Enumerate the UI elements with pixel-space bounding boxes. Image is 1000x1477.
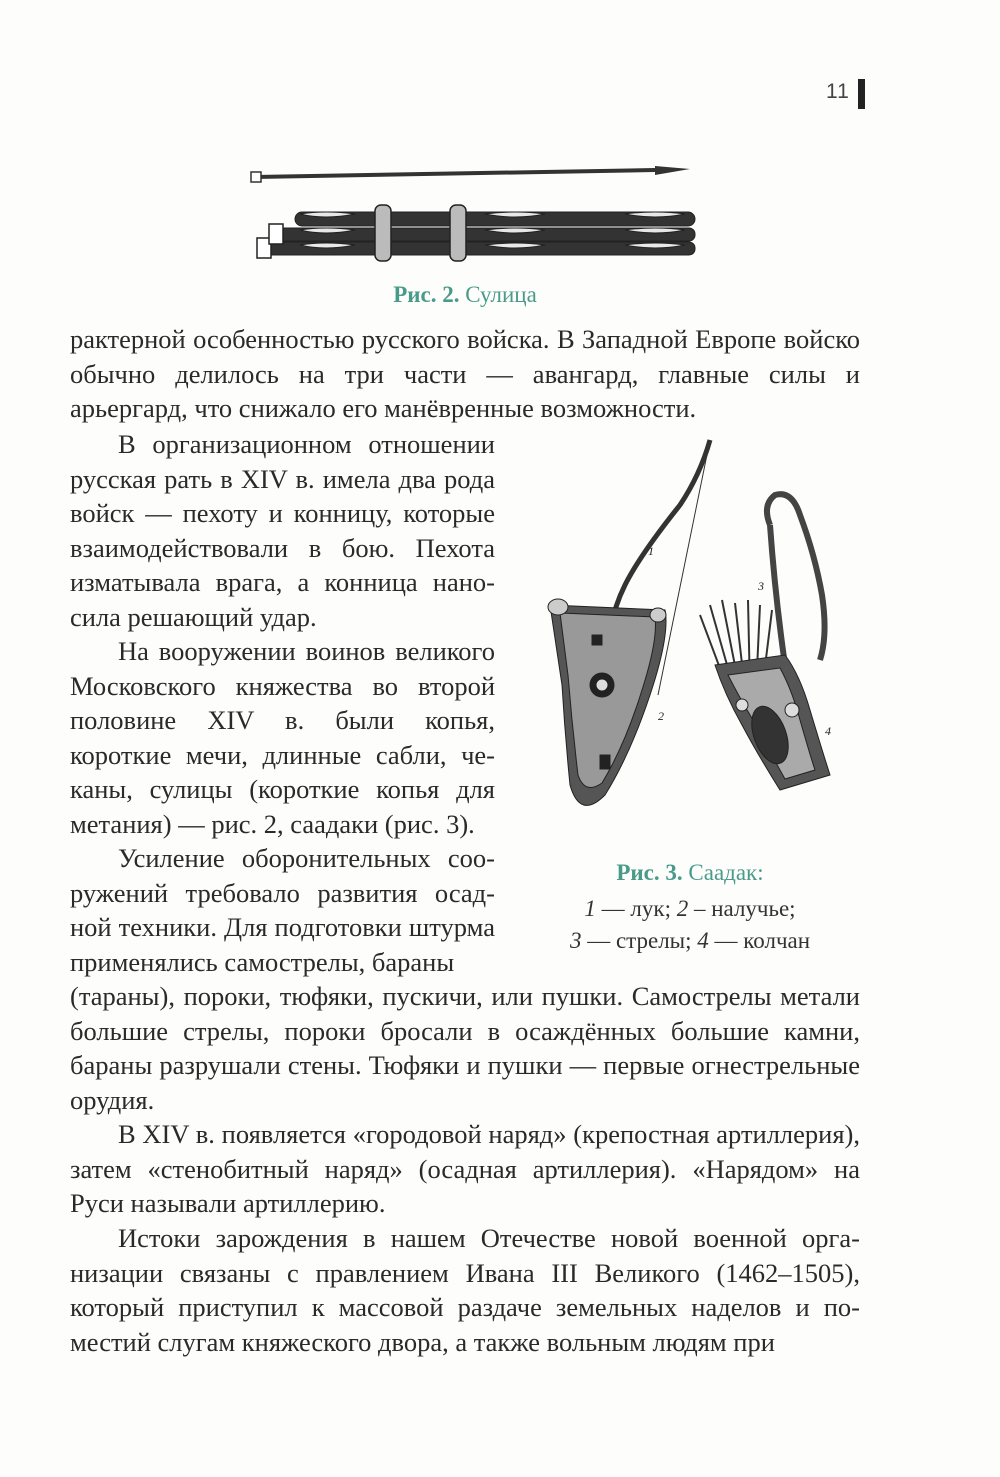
figure-3-saadak-illustration <box>530 435 850 845</box>
legend-num-1: 1 <box>584 896 596 921</box>
page-number-bar <box>858 79 865 109</box>
legend-text-2: – налучье; <box>693 896 796 921</box>
paragraph-2: В организационном отношении русская рать в XIV в. имела два рода войск — пехоту и конницу, которые взаимодействовали в бою. Пехота изматывала врага, а конница наносила решающий удар. <box>70 429 495 632</box>
legend-num-2: 2 <box>676 896 689 921</box>
callout-3: 3 <box>758 579 764 593</box>
paragraph-1: рактерной особенностью русского войска. В Западной Европе войско обычно делилось на три части — авангард, главные силы и арьергард, что снижало его манёвренные возможности. <box>70 324 860 424</box>
quiver-strap-drawing <box>767 494 825 665</box>
spear-bundle-drawing <box>257 205 695 261</box>
legend-text-1: — лук; <box>601 896 671 921</box>
paragraph-4-continued: (тараны), пороки, тюфяки, пускичи, или пушки. Самострелы метали большие стрелы, пороки бросали в осаждённых большие камни, бараны разрушали стены. Тюфяки и пушки — первые огнестрельные орудия. <box>70 981 860 1115</box>
legend-num-3: 3 <box>569 928 582 953</box>
quiver-drawing <box>715 655 830 790</box>
paragraph-4-start: Усиление оборонительных сооружений требовало развития осадной техники. Для подготовки штурма применялись самострелы, бараны <box>70 843 495 977</box>
single-spear-drawing <box>251 166 690 182</box>
paragraph-6: Истоки зарождения в нашем Отечестве новой военной организации связаны с правлением Ивана III Великого (1462–1505), который приступил к массовой раздаче земельных наделов и поместий слугам княжеского двора, а также вольным людям при <box>70 1223 860 1357</box>
figure-2-title: Сулица <box>465 282 537 307</box>
callout-1: 1 <box>648 544 654 558</box>
bow-case-drawing <box>548 599 666 805</box>
figure-2-label: Рис. 2. <box>393 282 460 307</box>
legend-num-4: 4 <box>697 928 709 953</box>
paragraph-5: В XIV в. появляется «городовой наряд» (крепостная артиллерия), затем «стенобитный наряд» (осадная артиллерия). «Нарядом» на Руси называли артиллерию. <box>70 1119 860 1219</box>
callout-2: 2 <box>658 709 664 723</box>
legend-text-3: — стрелы; <box>587 928 692 953</box>
callout-4: 4 <box>825 724 831 738</box>
figure-2-caption <box>300 282 630 308</box>
page-number: 11 <box>826 80 850 103</box>
legend-text-4: — колчан <box>714 928 811 953</box>
legend-line-2 <box>535 925 845 957</box>
figure-3-title: Саадак: <box>688 860 764 885</box>
legend-line-1 <box>535 893 845 925</box>
figure-3-caption <box>545 860 835 886</box>
figure-2-sulitsa-illustration <box>245 150 715 270</box>
figure-3-legend <box>535 893 845 957</box>
figure-3-label: Рис. 3. <box>616 860 683 885</box>
paragraph-3: На вооружении воинов великого Московского княжества во второй половине XIV в. были копья, короткие мечи, длинные сабли, чеканы, сулицы (короткие копья для метания) — рис. 2, саадаки (рис. 3). <box>70 636 495 839</box>
